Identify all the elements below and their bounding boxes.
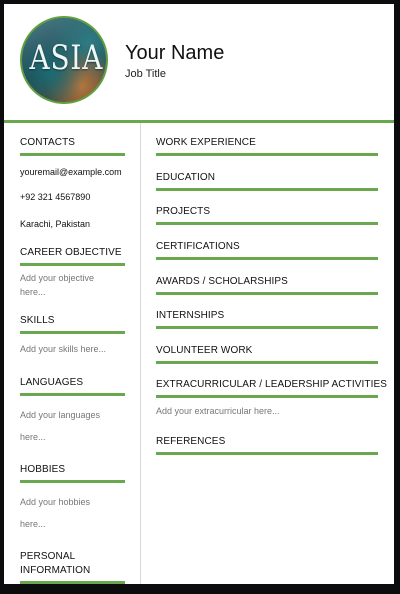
- avatar-image-text: ASIA: [29, 38, 104, 78]
- skills-placeholder[interactable]: Add your skills here...: [20, 344, 107, 354]
- section-underline: [156, 188, 378, 191]
- career-objective-placeholder-line2[interactable]: here...: [20, 287, 46, 297]
- section-work-experience: [156, 136, 378, 156]
- section-underline: [20, 153, 125, 156]
- section-title-internships: INTERNSHIPS: [156, 310, 225, 321]
- section-education: [156, 171, 378, 191]
- section-title-personal-information-line2: INFORMATION: [20, 565, 91, 576]
- section-underline: [156, 292, 378, 295]
- header-divider: [4, 120, 394, 123]
- section-title-work-experience: WORK EXPERIENCE: [156, 137, 256, 148]
- section-underline: [156, 361, 378, 364]
- section-internships: [156, 309, 378, 329]
- section-underline: [20, 581, 125, 584]
- section-title-references: REFERENCES: [156, 436, 226, 447]
- section-title-career-objective: CAREER OBJECTIVE: [20, 247, 122, 258]
- section-career-objective: [20, 246, 125, 299]
- section-title-skills: SKILLS: [20, 315, 55, 326]
- hobbies-placeholder-line1[interactable]: Add your hobbies: [20, 497, 91, 507]
- section-languages: [20, 376, 125, 448]
- section-extracurricular: [156, 378, 387, 418]
- languages-placeholder-line2[interactable]: here...: [20, 432, 46, 442]
- column-divider: [140, 123, 141, 584]
- right-column: [156, 136, 387, 455]
- section-volunteer-work: [156, 344, 378, 364]
- section-underline: [20, 393, 125, 396]
- job-title[interactable]: Job Title: [125, 68, 166, 80]
- section-title-education: EDUCATION: [156, 172, 216, 183]
- section-title-languages: LANGUAGES: [20, 377, 84, 388]
- section-title-extracurricular: EXTRACURRICULAR / LEADERSHIP ACTIVITIES: [156, 379, 387, 390]
- section-title-volunteer-work: VOLUNTEER WORK: [156, 345, 253, 356]
- section-contacts: [20, 136, 125, 230]
- languages-placeholder-line1[interactable]: Add your languages: [20, 410, 101, 420]
- contact-location[interactable]: Karachi, Pakistan: [20, 219, 91, 229]
- career-objective-placeholder-line1[interactable]: Add your objective: [20, 273, 95, 283]
- section-underline: [156, 222, 378, 225]
- section-underline: [20, 480, 125, 483]
- section-certifications: [156, 240, 378, 260]
- section-title-hobbies: HOBBIES: [20, 464, 66, 475]
- resume-page: [4, 4, 394, 584]
- hobbies-placeholder-line2[interactable]: here...: [20, 519, 46, 529]
- section-title-personal-information-line1: PERSONAL: [20, 551, 76, 562]
- section-references: [156, 435, 378, 455]
- extracurricular-placeholder[interactable]: Add your extracurricular here...: [156, 406, 280, 416]
- section-title-projects: PROJECTS: [156, 206, 211, 217]
- section-underline: [156, 326, 378, 329]
- section-title-awards-scholarships: AWARDS / SCHOLARSHIPS: [156, 276, 288, 287]
- section-personal-information: [20, 550, 125, 584]
- name-heading[interactable]: Your Name: [125, 42, 225, 64]
- section-underline: [20, 331, 125, 334]
- section-awards-scholarships: [156, 275, 378, 295]
- contact-email[interactable]: youremail@example.com: [20, 167, 122, 177]
- profile-photo-avatar[interactable]: [20, 16, 108, 104]
- section-underline: [20, 263, 125, 266]
- section-title-certifications: CERTIFICATIONS: [156, 241, 240, 252]
- section-underline: [156, 395, 378, 398]
- section-projects: [156, 205, 378, 225]
- left-column: [20, 136, 125, 584]
- section-hobbies: [20, 463, 125, 535]
- section-underline: [156, 452, 378, 455]
- section-skills: [20, 314, 125, 356]
- section-underline: [156, 257, 378, 260]
- section-title-contacts: CONTACTS: [20, 137, 76, 148]
- resume-header: [4, 4, 394, 122]
- contact-phone[interactable]: +92 321 4567890: [20, 192, 91, 202]
- section-underline: [156, 153, 378, 156]
